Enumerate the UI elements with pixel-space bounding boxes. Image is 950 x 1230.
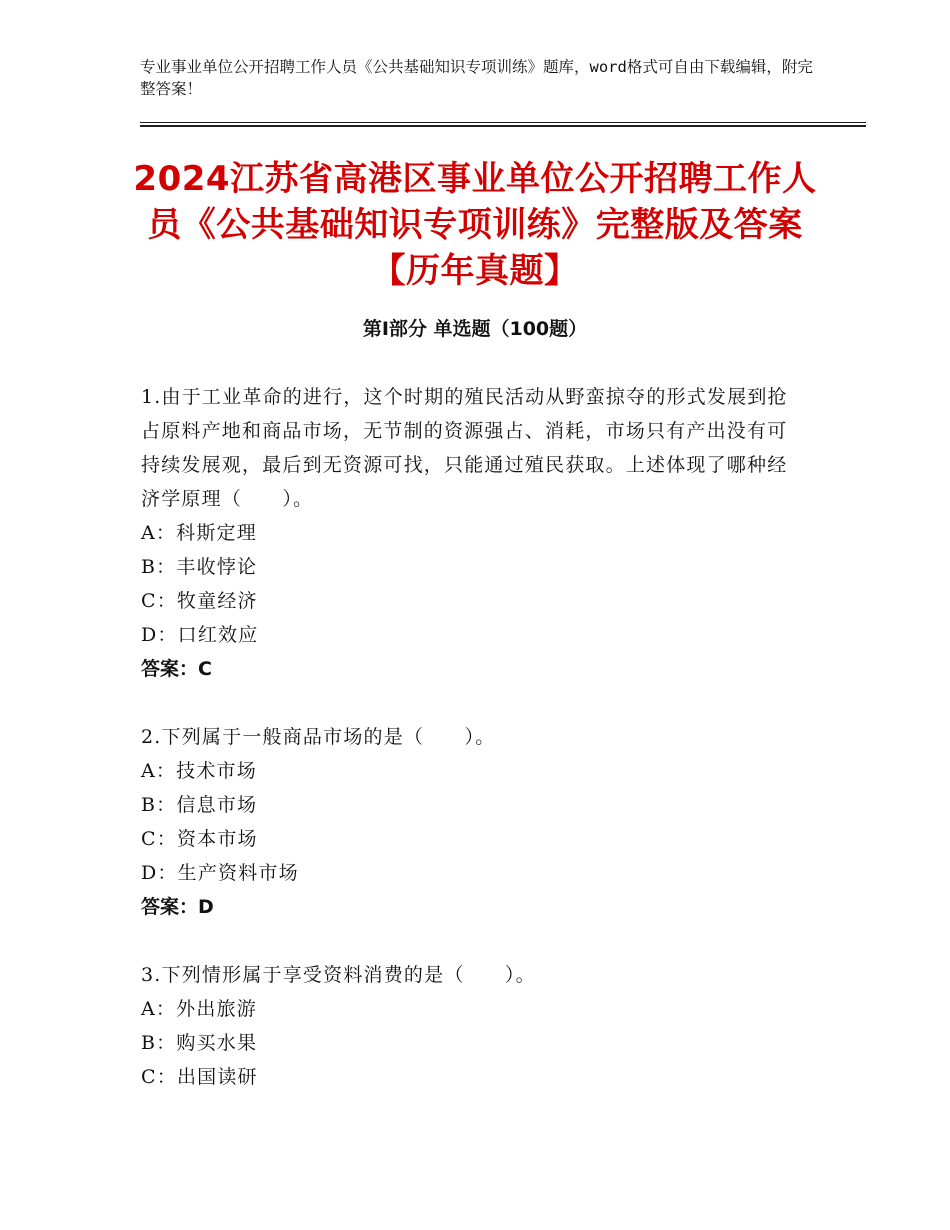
header-note: 专业事业单位公开招聘工作人员《公共基础知识专项训练》题库，word格式可自由下载编辑，附完整答案！ — [140, 58, 813, 98]
question-stem: 1.由于工业革命的进行，这个时期的殖民活动从野蛮掠夺的形式发展到抢占原料产地和商品市场，无节制的资源强占、消耗，市场只有产出没有可持续发展观，最后到无资源可找，只能通过殖民获取。上述体现了哪种经济学原理（ ）。 — [141, 386, 788, 510]
question-3 — [141, 958, 806, 1094]
header-rule-thick — [140, 125, 866, 127]
option-d: D：口红效应 — [141, 624, 259, 646]
document-title: 2024江苏省高港区事业单位公开招聘工作人员《公共基础知识专项训练》完整版及答案【历年真题】 — [133, 159, 817, 291]
option-a: A：技术市场 — [141, 760, 257, 782]
header-rule-thin — [140, 122, 866, 123]
question-stem: 3.下列情形属于享受资料消费的是（ ）。 — [141, 964, 536, 986]
option-a: A：科斯定理 — [141, 522, 257, 544]
option-a: A：外出旅游 — [141, 998, 257, 1020]
option-c: C：出国读研 — [141, 1066, 258, 1088]
question-stem: 2.下列属于一般商品市场的是（ ）。 — [141, 726, 496, 748]
option-b: B：购买水果 — [141, 1032, 258, 1054]
option-c: C：牧童经济 — [141, 590, 258, 612]
question-2 — [141, 720, 806, 924]
option-b: B：信息市场 — [141, 794, 258, 816]
option-b: B：丰收悖论 — [141, 556, 258, 578]
option-c: C：资本市场 — [141, 828, 258, 850]
section-heading: 第Ⅰ部分 单选题（100题） — [362, 318, 588, 340]
question-1 — [141, 380, 806, 686]
option-d: D：生产资料市场 — [141, 862, 299, 884]
question-list — [141, 380, 806, 1128]
answer-line: 答案：D — [141, 896, 214, 918]
answer-line: 答案：C — [141, 658, 212, 680]
